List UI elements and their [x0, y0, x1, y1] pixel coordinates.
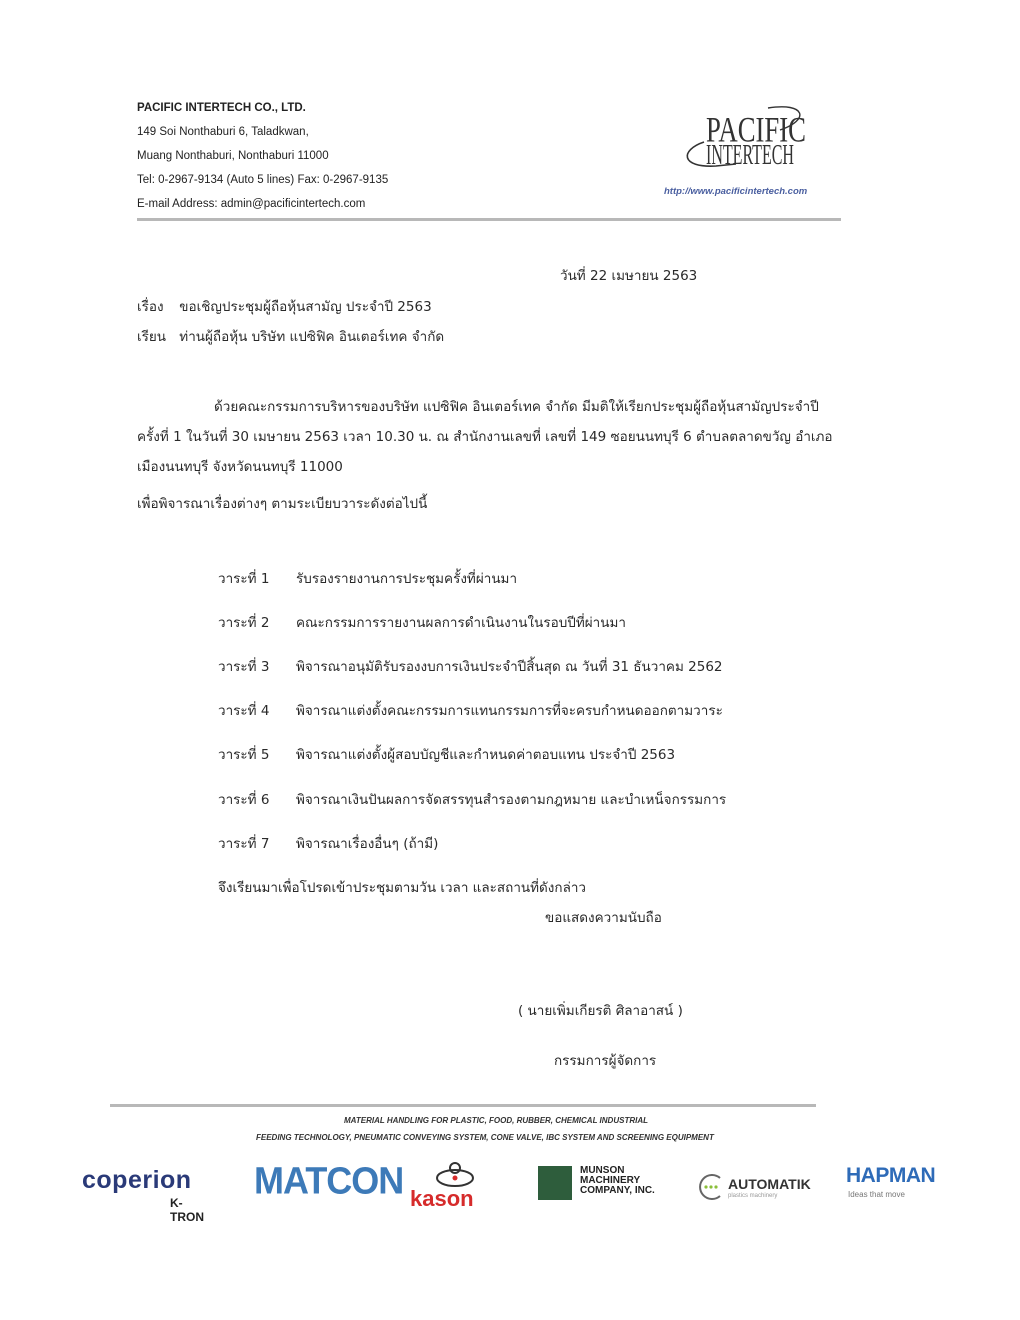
agenda-text: พิจารณาอนุมัติรับรองงบการเงินประจำปีสิ้นสุด ณ วันที่ 31 ธันวาคม 2562	[296, 659, 723, 675]
agenda-text: พิจารณาแต่งตั้งผู้สอบบัญชีและกำหนดค่าตอบแทน ประจำปี 2563	[296, 747, 676, 763]
footer-tagline-1: MATERIAL HANDLING FOR PLASTIC, FOOD, RUBBER, CHEMICAL INDUSTRIAL	[344, 1116, 648, 1125]
footer-tagline-2: FEEDING TECHNOLOGY, PNEUMATIC CONVEYING SYSTEM, CONE VALVE, IBC SYSTEM AND SCREENING EQUIPMENT	[256, 1133, 714, 1142]
signer-name: ( นายเพิ่มเกียรติ ศิลาอาสน์ )	[518, 1003, 683, 1019]
regards-text: ขอแสดงความนับถือ	[545, 910, 662, 926]
subject-row	[137, 295, 432, 317]
letterhead-address-block	[137, 96, 388, 216]
kason-logo: kason	[410, 1186, 474, 1211]
automatik-wordmark: AUTOMATIK	[728, 1176, 811, 1192]
header-divider	[137, 218, 841, 221]
invitation-text: จึงเรียนมาเพื่อโปรดเข้าประชุมตามวัน เวลา และสถานที่ดังกล่าว	[218, 880, 587, 896]
agenda-item	[218, 655, 723, 677]
coperion-wordmark: coperion	[82, 1166, 192, 1194]
recipient-text: ท่านผู้ถือหุ้น บริษัท แปซิฟิค อินเตอร์เทค จำกัด	[179, 329, 445, 345]
address-line-1: 149 Soi Nonthaburi 6, Taladkwan,	[137, 126, 309, 138]
subject-label: เรื่อง	[137, 299, 164, 315]
company-name: PACIFIC INTERTECH CO., LTD.	[137, 102, 306, 114]
agenda-item	[218, 743, 675, 765]
agenda-text: พิจารณาแต่งตั้งคณะกรรมการแทนกรรมการที่จะครบกำหนดออกตามวาระ	[296, 703, 723, 719]
munson-emblem-icon	[538, 1166, 572, 1200]
hapman-tagline: Ideas that move	[848, 1190, 905, 1199]
agenda-number: วาระที่ 6	[218, 792, 270, 808]
body-line-1: ด้วยคณะกรรมการบริหารของบริษัท แปซิฟิค อินเตอร์เทค จำกัด มีมติให้เรียกประชุมผู้ถือหุ้นสามัญประจำปี	[214, 399, 819, 415]
coperion-logo	[82, 1166, 204, 1224]
body-line-4: เพื่อพิจารณาเรื่องต่างๆ ตามระเบียบวาระดังต่อไปนี้	[137, 496, 428, 512]
agenda-number: วาระที่ 1	[218, 571, 270, 587]
agenda-item	[218, 611, 626, 633]
agenda-number: วาระที่ 4	[218, 703, 270, 719]
agenda-number: วาระที่ 7	[218, 836, 270, 852]
pacific-intertech-logo	[676, 100, 826, 180]
matcon-logo: MATCON	[254, 1158, 404, 1202]
munson-line-3: COMPANY, INC.	[580, 1185, 655, 1196]
phone-fax: Tel: 0-2967-9134 (Auto 5 lines) Fax: 0-2967-9135	[137, 174, 389, 186]
agenda-item	[218, 699, 723, 721]
agenda-text: พิจารณาเรื่องอื่นๆ (ถ้ามี)	[296, 836, 439, 852]
address-line-2: Muang Nonthaburi, Nonthaburi 11000	[137, 150, 329, 162]
recipient-row	[137, 325, 444, 347]
subject-text: ขอเชิญประชุมผู้ถือหุ้นสามัญ ประจำปี 2563	[179, 299, 432, 315]
email-address: E-mail Address: admin@pacificintertech.com	[137, 198, 366, 210]
agenda-number: วาระที่ 5	[218, 747, 270, 763]
logo-text-intertech: INTERTECH	[706, 140, 794, 171]
agenda-text: รับรองรายงานการประชุมครั้งที่ผ่านมา	[296, 571, 518, 587]
footer-divider	[110, 1104, 816, 1107]
agenda-number: วาระที่ 3	[218, 659, 270, 675]
website-link[interactable]: http://www.pacificintertech.com	[664, 186, 808, 197]
body-line-3: เมืองนนทบุรี จังหวัดนนทบุรี 11000	[137, 459, 343, 475]
recipient-label: เรียน	[137, 329, 167, 345]
agenda-number: วาระที่ 2	[218, 615, 270, 631]
agenda-item	[218, 567, 517, 589]
ktron-wordmark: K-TRON	[170, 1196, 204, 1224]
agenda-item	[218, 788, 726, 810]
letter-date: วันที่ 22 เมษายน 2563	[560, 268, 698, 284]
agenda-text: พิจารณาเงินปันผลการจัดสรรทุนสำรองตามกฎหมาย และบำเหน็จกรรมการ	[296, 792, 727, 808]
munson-line-1: MUNSON	[580, 1165, 625, 1176]
logo-text-pacific: PACIFIC	[706, 110, 806, 150]
signer-position: กรรมการผู้จัดการ	[554, 1053, 657, 1069]
body-line-2: ครั้งที่ 1 ในวันที่ 30 เมษายน 2563 เวลา 10.30 น. ณ สำนักงานเลขที่ เลขที่ 149 ซอยนนทบุรี 6 ตำบลตลาดขวัญ อำเภอ	[137, 429, 833, 445]
hapman-logo	[846, 1164, 936, 1199]
munson-machinery-logo	[530, 1162, 660, 1206]
hapman-wordmark: HAPMAN	[846, 1164, 936, 1187]
agenda-text: คณะกรรมการรายงานผลการดำเนินงานในรอบปีที่ผ่านมา	[296, 615, 626, 631]
agenda-item	[218, 832, 438, 854]
kason-emblem-icon	[432, 1160, 478, 1188]
munson-wordmark	[580, 1166, 655, 1196]
automatik-tagline: plastics machinery	[728, 1193, 778, 1199]
munson-line-2: MACHINERY	[580, 1175, 641, 1186]
automatik-swirl-icon	[696, 1172, 726, 1202]
